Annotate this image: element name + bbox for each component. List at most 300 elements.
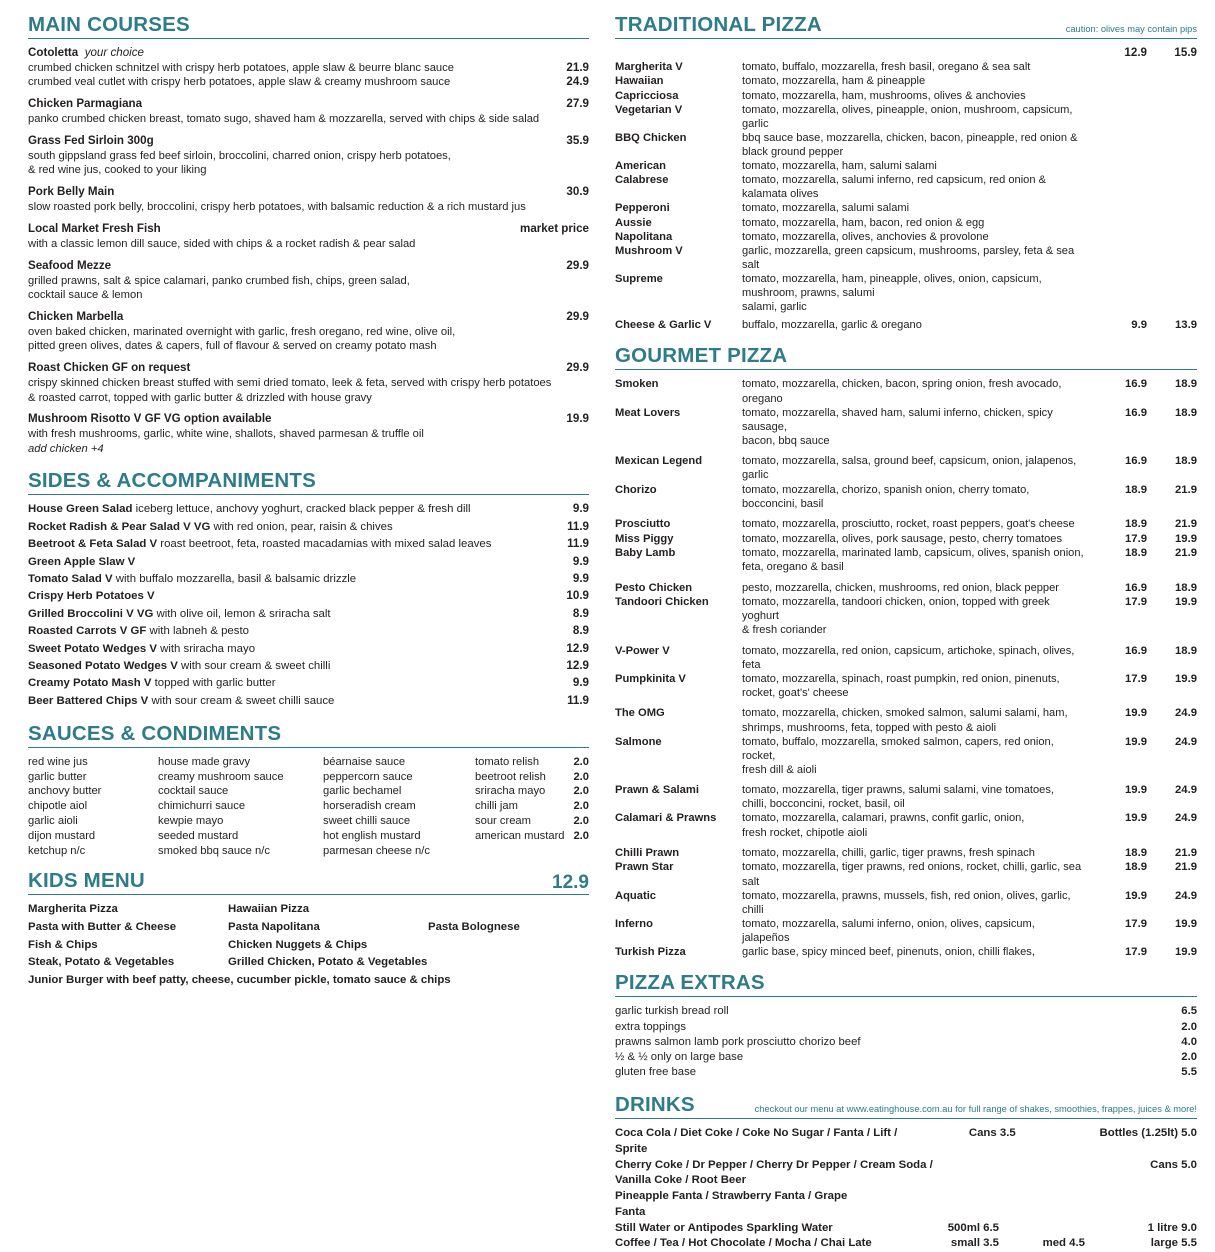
pizza-item-name: Calamari & Prawns: [615, 812, 717, 825]
pizza-item: [615, 173, 1197, 201]
menu-item-description: south gippsland grass fed beef sirloin, broccolini, charred onion, crispy herb potatoes,: [28, 149, 451, 162]
drink-price-2: med 4.5: [1042, 1237, 1085, 1250]
side-item: [28, 642, 589, 657]
pizza-item-name: American: [615, 160, 666, 173]
side-item: [28, 659, 589, 674]
pizza-price-large: 21.9: [1175, 847, 1197, 860]
drink-item-name: Still Water or Antipodes Sparkling Water: [615, 1221, 833, 1234]
extra-item-name: ½ & ½ only on large base: [615, 1050, 744, 1063]
menu-item-description: grilled prawns, salt & spice calamari, panko crumbed fish, chips, green salad,: [28, 274, 410, 287]
menu-item: [28, 97, 589, 126]
pizza-item-description: tomato, mozzarella, calamari, prawns, confit garlic, onion, fresh rocket, chipotle aioli: [742, 812, 1025, 839]
side-item: [28, 572, 589, 587]
pizza-item-name: Chorizo: [615, 483, 657, 496]
pizza-item-description: tomato, mozzarella, salumi inferno, onion, olives, capsicum, jalapeños: [742, 917, 1035, 944]
menu-item-heading: [28, 361, 589, 376]
sauce-item: red wine jus: [28, 755, 88, 768]
sauce-item: sriracha mayo: [475, 785, 546, 798]
pizza-item-description: tomato, mozzarella, olives, anchovies & provolone: [742, 230, 989, 243]
menu-item-price: 21.9: [566, 60, 589, 74]
pizza-item: [615, 89, 1197, 103]
kids-item: Margherita Pizza: [28, 903, 118, 916]
section-sauces: [28, 723, 589, 859]
extra-item-price: 2.0: [1181, 1020, 1197, 1033]
menu-item-description: pitted green olives, dates & capers, full of flavour & served on creamy potato mash: [28, 340, 437, 353]
pizza-item-description: tomato, mozzarella, spinach, roast pumpkin, red onion, pinenuts, rocket, goat's' cheese: [742, 672, 1060, 699]
sauce-price: 2.0: [573, 800, 589, 813]
side-item-price: 11.9: [567, 537, 589, 551]
sauce-item: sweet chilli sauce: [323, 814, 411, 827]
sauce-price: 2.0: [573, 755, 589, 768]
kids-item: [428, 938, 589, 953]
pizza-price-large: 24.9: [1175, 784, 1197, 797]
section-header: [28, 14, 589, 39]
side-item-name: [28, 589, 155, 604]
side-item-name: Beetroot & Feta Salad V roast beetroot, feta, roasted macadamias with mixed salad leaves: [28, 538, 492, 551]
section-drinks: [615, 1094, 1197, 1252]
sauce-column-4: [475, 755, 589, 858]
menu-item-description-row: [28, 442, 589, 456]
menu-item-description: cocktail sauce & lemon: [28, 289, 143, 302]
menu-item-heading: [28, 134, 589, 149]
menu-item-name: Local Market Fresh Fish: [28, 222, 161, 236]
section-title: TRADITIONAL PIZZA: [615, 13, 822, 36]
section-kids: [28, 870, 589, 988]
menu-item-price: 29.9: [566, 258, 589, 272]
menu-item-description-row: [28, 339, 589, 353]
sauce-item: seeded mustard: [158, 829, 239, 842]
pizza-price-large: 18.9: [1175, 455, 1197, 468]
pizza-item: [615, 846, 1197, 860]
pizza-item: [615, 889, 1197, 917]
menu-item: [28, 310, 589, 354]
extra-item-name: garlic turkish bread roll: [615, 1005, 729, 1018]
drink-price-3: Bottles (1.25lt) 5.0: [1099, 1127, 1197, 1140]
pizza-item-description: tomato, mozzarella, olives, pork sausage, pesto, cherry tomatoes: [742, 532, 1063, 545]
menu-item-description: slow roasted pork belly, broccolini, crispy herb potatoes, with balsamic reduction & a rich mustard jus: [28, 201, 526, 214]
side-item-name: [28, 555, 135, 570]
menu-item-price: 35.9: [566, 134, 589, 148]
menu-item-price: market price: [520, 222, 589, 236]
pizza-item-name: Inferno: [615, 917, 653, 930]
sauce-price: 2.0: [573, 814, 589, 827]
traditional-price-header: [615, 46, 1197, 59]
menu-item-description-row: [28, 376, 589, 390]
sauce-price: 2.0: [573, 785, 589, 798]
side-item: [28, 555, 589, 570]
kids-item: Grilled Chicken, Potato & Vegetables: [228, 956, 428, 969]
extra-item: [615, 1050, 1197, 1065]
side-item-title: Beer Battered Chips V: [28, 694, 149, 707]
pizza-item-name: Prosciutto: [615, 518, 671, 531]
extra-item: [615, 1035, 1197, 1050]
pizza-item: [615, 860, 1197, 888]
side-item-name: Creamy Potato Mash V topped with garlic butter: [28, 677, 276, 690]
kids-grid: [28, 902, 589, 988]
side-item-title: Tomato Salad V: [28, 572, 113, 585]
side-item-price: 12.9: [566, 641, 589, 655]
sauce-item: dijon mustard: [28, 829, 96, 842]
drink-price-3: large 5.5: [1150, 1237, 1197, 1250]
extra-item: [615, 1065, 1197, 1080]
menu-item-heading: [28, 259, 589, 274]
section-title: MAIN COURSES: [28, 13, 190, 36]
pizza-item-name: Salmone: [615, 735, 662, 748]
pizza-price-small: 16.9: [1125, 455, 1147, 468]
section-title: GOURMET PIZZA: [615, 344, 788, 368]
pizza-item: [615, 917, 1197, 945]
side-item-title: Green Apple Slaw V: [28, 555, 136, 568]
pizza-item-description: tomato, mozzarella, salumi inferno, red capsicum, red onion & kalamata olives: [742, 174, 1046, 201]
pizza-item: [615, 783, 1197, 811]
sauce-item: garlic bechamel: [323, 785, 402, 798]
section-sides: [28, 470, 589, 709]
sauce-item: kewpie mayo: [158, 814, 224, 827]
drink-price-3: Cans 5.0: [1150, 1158, 1197, 1171]
side-item-title: Creamy Potato Mash V: [28, 677, 152, 690]
side-item-price: 9.9: [572, 676, 589, 690]
sauce-item: american mustard: [475, 829, 565, 842]
pizza-item-name: Pumpkinita V: [615, 672, 686, 685]
pizza-item: [615, 318, 1197, 332]
menu-item-description-row: [28, 288, 589, 302]
kids-price: 12.9: [552, 872, 589, 894]
side-item: [28, 589, 589, 604]
pizza-item: [615, 581, 1197, 595]
kids-item: Fish & Chips: [28, 938, 98, 951]
pizza-item: [615, 735, 1197, 777]
sauce-item: sour cream: [475, 814, 531, 827]
section-pizza-extras: [615, 972, 1197, 1080]
side-item: [28, 694, 589, 709]
pizza-price-large: 21.9: [1175, 518, 1197, 531]
section-traditional-pizza: [615, 14, 1197, 332]
section-title: DRINKS: [615, 1093, 695, 1117]
pizza-price-large: 18.9: [1175, 581, 1197, 594]
section-header: [615, 1094, 1197, 1119]
side-item-price: 9.9: [572, 554, 589, 568]
pizza-item-description: tomato, mozzarella, ham, salumi salami: [742, 160, 937, 173]
sauce-item: garlic aioli: [28, 814, 78, 827]
pizza-price-large: 18.9: [1175, 378, 1197, 391]
pizza-price-small: 16.9: [1125, 581, 1147, 594]
drink-item-name: Pineapple Fanta / Strawberry Fanta / Grape Fanta: [615, 1190, 848, 1218]
sauce-item: chimichurri sauce: [158, 800, 246, 813]
menu-item: [28, 46, 589, 90]
pizza-price-large: 18.9: [1175, 644, 1197, 657]
pizza-item-description: tomato, mozzarella, ham, pineapple, olives, onion, capsicum, mushroom, prawns, salumi salami, garlic: [742, 273, 1042, 314]
menu-item-description-row: [28, 391, 589, 405]
pizza-item-description: tomato, mozzarella, shaved ham, salumi inferno, chicken, spicy sausage, bacon, bbq sauce: [742, 406, 1053, 447]
sauce-item: tomato relish: [475, 755, 540, 768]
menu-item-heading: [28, 185, 589, 200]
menu-item-description: add chicken +4: [28, 442, 104, 455]
menu-item-description-row: [28, 427, 589, 441]
pizza-item-name: Aquatic: [615, 889, 657, 902]
pizza-price-large: 13.9: [1175, 319, 1197, 332]
menu-item-heading: [28, 412, 589, 427]
menu-item-description: crumbed chicken schnitzel with crispy herb potatoes, apple slaw & beurre blanc sauce: [28, 61, 454, 74]
menu-item-description-row: [28, 112, 589, 126]
pizza-item-description: tomato, mozzarella, tiger prawns, salumi salami, vine tomatoes, chilli, bocconcini, rocket, basil, oil: [742, 784, 1054, 811]
sauce-item: anchovy butter: [28, 785, 102, 798]
section-header: [615, 972, 1197, 997]
section-header: [615, 345, 1197, 370]
sauce-item: peppercorn sauce: [323, 770, 413, 783]
section-title: KIDS MENU: [28, 869, 145, 893]
pizza-item: [615, 945, 1197, 959]
pizza-item-description: tomato, mozzarella, marinated lamb, capsicum, olives, spanish onion, feta, oregano & basil: [742, 546, 1084, 573]
extra-item-price: 6.5: [1181, 1005, 1197, 1018]
pizza-item-description: tomato, mozzarella, prosciutto, rocket, roast peppers, goat's cheese: [742, 518, 1075, 531]
section-title: PIZZA EXTRAS: [615, 971, 765, 995]
pizza-item: [615, 131, 1197, 159]
extra-item: [615, 1020, 1197, 1035]
pizza-item: [615, 546, 1197, 574]
pizza-item-name: Pepperoni: [615, 202, 670, 215]
menu-item-heading: [28, 222, 589, 237]
drink-item: [615, 1189, 1197, 1220]
menu-item-description-row: [28, 61, 589, 75]
pizza-item-name: Smoken: [615, 378, 659, 391]
side-item-title: Sweet Potato Wedges V: [28, 642, 157, 655]
menu-item-price: 19.9: [566, 412, 589, 426]
pizza-item-name: Mushroom V: [615, 245, 683, 258]
pizza-price-small: 19.9: [1125, 812, 1147, 825]
pizza-price-small: 19.9: [1125, 889, 1147, 902]
olives-caution-note: caution: olives may contain pips: [1065, 24, 1197, 35]
side-item: [28, 537, 589, 552]
sauce-column-1: [28, 755, 158, 858]
pizza-price-large: 18.9: [1175, 406, 1197, 419]
side-item-price: 9.9: [572, 571, 589, 585]
pizza-item: [615, 532, 1197, 546]
pizza-item-name: Capricciosa: [615, 89, 679, 102]
pizza-item-name: Miss Piggy: [615, 532, 674, 545]
menu-item-heading: [28, 310, 589, 325]
side-item-title: Rocket Radish & Pear Salad V VG: [28, 520, 211, 533]
pizza-item: [615, 706, 1197, 734]
side-item-name: Rocket Radish & Pear Salad V VG with red onion, pear, raisin & chives: [28, 520, 393, 533]
pizza-item-description: tomato, mozzarella, salumi salami: [742, 202, 910, 215]
sauce-item: hot english mustard: [323, 829, 421, 842]
menu-item-description: with a classic lemon dill sauce, sided with chips & a rocket radish & pear salad: [28, 237, 416, 250]
pizza-price-large: 21.9: [1175, 861, 1197, 874]
pizza-item-name: Turkish Pizza: [615, 945, 686, 958]
gourmet-pizza-list: [615, 377, 1197, 959]
pizza-item: [615, 230, 1197, 244]
pizza-item-description: buffalo, mozzarella, garlic & oregano: [742, 319, 922, 332]
pizza-item-description: tomato, mozzarella, tiger prawns, red onions, rocket, chilli, garlic, sea salt: [742, 861, 1082, 888]
pizza-price-large: 19.9: [1175, 945, 1197, 958]
pizza-price-large: 19.9: [1175, 532, 1197, 545]
extra-item-name: extra toppings: [615, 1020, 686, 1033]
pizza-item: [615, 159, 1197, 173]
menu-item-price: 29.9: [566, 361, 589, 375]
menu-item: [28, 361, 589, 405]
pizza-price-small: 9.9: [1131, 319, 1147, 332]
pizza-item-name: The OMG: [615, 707, 665, 720]
menu-item-name: Cotoletta your choice: [28, 46, 144, 60]
menu-item: [28, 259, 589, 303]
side-item-price: 12.9: [566, 659, 589, 673]
drink-item: [615, 1236, 1197, 1252]
menu-item-description-row: [28, 163, 589, 177]
kids-item-full: Junior Burger with beef patty, cheese, cucumber pickle, tomato sauce & chips: [28, 974, 451, 987]
pizza-item-name: Chilli Prawn: [615, 847, 680, 860]
drink-price-1: 500ml 6.5: [947, 1221, 999, 1234]
pizza-item: [615, 103, 1197, 131]
pizza-price-small: 16.9: [1125, 378, 1147, 391]
pizza-item-name: Pesto Chicken: [615, 581, 693, 594]
pizza-item-description: tomato, buffalo, mozzarella, smoked salmon, capers, red onion, rocket, fresh dill & aioli: [742, 735, 1054, 776]
side-item-title: Seasoned Potato Wedges V: [28, 660, 178, 673]
pizza-item-description: tomato, mozzarella, tandoori chicken, onion, topped with greek yoghurt & fresh coriander: [742, 595, 1050, 637]
pizza-item-name: Napolitana: [615, 230, 673, 243]
menu-item-description: oven baked chicken, marinated overnight with garlic, fresh oregano, red wine, olive oil,: [28, 325, 456, 338]
pizza-item-description: garlic base, spicy minced beef, pinenuts, onion, chilli flakes,: [742, 945, 1035, 958]
pizza-item-name: Aussie: [615, 216, 652, 229]
kids-item: Pasta Bolognese: [428, 921, 520, 934]
menu-item-description: crispy skinned chicken breast stuffed with semi dried tomato, leek & feta, served with crispy herb potatoes: [28, 377, 552, 390]
menu-item-name: Pork Belly Main: [28, 185, 115, 199]
kids-item: [428, 955, 589, 970]
sauce-item: smoked bbq sauce n/c: [158, 844, 270, 857]
extra-item-price: 2.0: [1181, 1050, 1197, 1063]
pizza-item: [615, 272, 1197, 314]
section-header: [615, 14, 1197, 39]
pizza-item-description: tomato, mozzarella, prawns, mussels, fish, red onion, olives, garlic, chilli: [742, 889, 1071, 916]
pizza-item: [615, 517, 1197, 531]
pizza-item: [615, 811, 1197, 839]
pizza-price-large: 24.9: [1175, 707, 1197, 720]
side-item: [28, 502, 589, 517]
pizza-item-name: Supreme: [615, 273, 663, 286]
traditional-pizza-list: [615, 60, 1197, 332]
side-item-name: Sweet Potato Wedges V with sriracha mayo: [28, 642, 256, 655]
pizza-extras-list: [615, 1004, 1197, 1080]
menu-item-price: 30.9: [566, 185, 589, 199]
side-item: [28, 676, 589, 691]
sauce-column-2: [158, 755, 323, 858]
pizza-item: [615, 74, 1197, 88]
drinks-list: [615, 1126, 1197, 1252]
pizza-item-description: tomato, mozzarella, chorizo, spanish onion, cherry tomato, bocconcini, basil: [742, 483, 1030, 510]
pizza-price-small: 18.9: [1125, 518, 1147, 531]
side-item-price: 8.9: [572, 606, 589, 620]
menu-item-price: 24.9: [566, 75, 589, 89]
pizza-item: [615, 216, 1197, 230]
sauce-item: garlic butter: [28, 770, 87, 783]
pizza-item-name: Hawaiian: [615, 75, 664, 88]
menu-item-description: crumbed veal cutlet with crispy herb potatoes, apple slaw & creamy mushroom sauce: [28, 76, 451, 89]
menu-item-subtitle: your choice: [78, 46, 144, 60]
section-title: SAUCES & CONDIMENTS: [28, 721, 282, 745]
side-item-price: 9.9: [572, 502, 589, 516]
sauce-prices: [573, 755, 589, 858]
sauce-item: beetroot relish: [475, 770, 546, 783]
kids-item: Hawaiian Pizza: [228, 903, 310, 916]
pizza-item-description: tomato, mozzarella, chilli, garlic, tiger prawns, fresh spinach: [742, 847, 1035, 860]
side-item-name: Roasted Carrots V GF with labneh & pesto: [28, 625, 249, 638]
side-item-name: Beer Battered Chips V with sour cream & sweet chilli sauce: [28, 694, 335, 707]
extra-item-price: 5.5: [1181, 1065, 1197, 1078]
drink-price-1: small 3.5: [950, 1237, 999, 1250]
menu-item-name: Chicken Parmagiana: [28, 97, 143, 111]
pizza-price-small: 18.9: [1125, 546, 1147, 559]
sauce-item: béarnaise sauce: [323, 755, 406, 768]
pizza-price-small: 19.9: [1125, 784, 1147, 797]
drink-price-3: 1 litre 9.0: [1147, 1221, 1197, 1234]
pizza-item: [615, 377, 1197, 405]
drink-item: [615, 1221, 1197, 1237]
pizza-price-small: 16.9: [1125, 406, 1147, 419]
side-item-price: 8.9: [572, 624, 589, 638]
menu-item-description-row: [28, 274, 589, 288]
menu-item-price: 29.9: [566, 310, 589, 324]
menu-item-description: & red wine jus, cooked to your liking: [28, 164, 207, 177]
pizza-item-description: tomato, mozzarella, salsa, ground beef, capsicum, onion, jalapenos, garlic: [742, 455, 1077, 482]
pizza-price-small: 17.9: [1125, 917, 1147, 930]
pizza-price-large: 24.9: [1175, 735, 1197, 748]
pizza-item-description: tomato, mozzarella, chicken, smoked salmon, salumi salami, ham, shrimps, mushrooms, feta, topped with pesto & aioli: [742, 707, 1068, 734]
side-item-title: Roasted Carrots V GF: [28, 625, 147, 638]
side-item-price: 11.9: [567, 519, 589, 533]
side-item-name: Seasoned Potato Wedges V with sour cream & sweet chilli: [28, 660, 331, 673]
menu-item-description: with fresh mushrooms, garlic, white wine, shallots, shaved parmesan & truffle oil: [28, 428, 424, 441]
sides-list: [28, 502, 589, 708]
menu-item-description-row: [28, 75, 589, 89]
sauce-column-3: [323, 755, 475, 858]
pizza-item-name: Meat Lovers: [615, 406, 681, 419]
section-gourmet-pizza: [615, 345, 1197, 959]
kids-item: Steak, Potato & Vegetables: [28, 956, 175, 969]
pizza-item-description: tomato, mozzarella, olives, pineapple, onion, mushroom, capsicum, garlic: [742, 103, 1073, 130]
pizza-price-large: 19.9: [1175, 672, 1197, 685]
section-header: [28, 870, 589, 895]
side-item-name: House Green Salad iceberg lettuce, anchovy yoghurt, cracked black pepper & fresh dill: [28, 503, 471, 516]
menu-item-name: Grass Fed Sirloin 300g: [28, 134, 154, 148]
extra-item: [615, 1004, 1197, 1019]
pizza-item-description: pesto, mozzarella, chicken, mushrooms, red onion, black pepper: [742, 581, 1059, 594]
pizza-item-name: Mexican Legend: [615, 455, 703, 468]
side-item-title: House Green Salad: [28, 503, 133, 516]
menu-item-description-row: [28, 200, 589, 214]
menu-item-description-row: [28, 237, 589, 251]
side-item-price: 11.9: [567, 693, 589, 707]
side-item-name: Tomato Salad V with buffalo mozzarella, basil & balsamic drizzle: [28, 572, 357, 585]
drink-item-name: Cherry Coke / Dr Pepper / Cherry Dr Pepper / Cream Soda / Vanilla Coke / Root Beer: [615, 1158, 933, 1187]
pizza-item-name: Calabrese: [615, 174, 669, 187]
menu-item: [28, 222, 589, 251]
pizza-item-description: tomato, mozzarella, ham, bacon, red onion & egg: [742, 216, 985, 229]
pizza-item: [615, 244, 1197, 272]
drink-price-1: Cans 3.5: [968, 1127, 1016, 1140]
side-item-name: Grilled Broccolini V VG with olive oil, lemon & sriracha salt: [28, 607, 331, 620]
pizza-price-small: 18.9: [1125, 483, 1147, 496]
pizza-item: [615, 672, 1197, 700]
pizza-item-description: tomato, mozzarella, chicken, bacon, spring onion, fresh avocado, oregano: [742, 378, 1062, 405]
drink-item-name: Coca Cola / Diet Coke / Coke No Sugar / Fanta / Lift / Sprite: [615, 1127, 898, 1155]
menu-item-name: Mushroom Risotto V GF VG option available: [28, 412, 272, 426]
pizza-price-large: 19.9: [1175, 917, 1197, 930]
pizza-price-small: 18.9: [1125, 847, 1147, 860]
menu-item-name: Seafood Mezze: [28, 258, 112, 272]
side-item: [28, 607, 589, 622]
pizza-item: [615, 406, 1197, 448]
sauce-price: 2.0: [573, 829, 589, 842]
pizza-item-description: bbq sauce base, mozzarella, chicken, bacon, pineapple, red onion & black ground pepper: [742, 131, 1078, 159]
